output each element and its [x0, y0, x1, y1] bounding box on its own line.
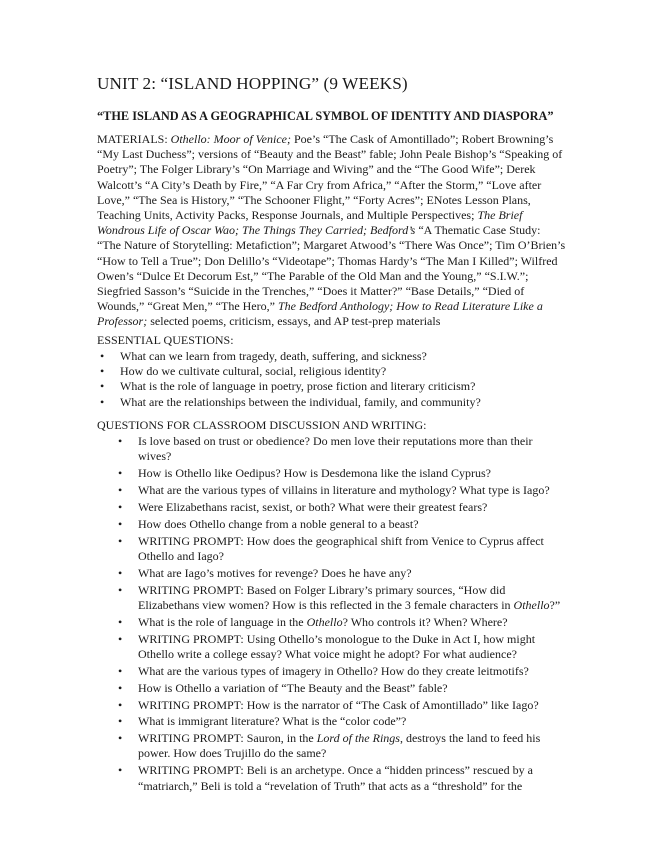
- materials-paragraph: [97, 132, 567, 330]
- list-item: • What are Iago’s motives for revenge? Does he have any?: [117, 566, 567, 581]
- list-item: • What is the role of language in poetry, prose fiction and literary criticism?: [97, 379, 567, 394]
- list-item: • How is Othello like Oedipus? How is Desdemona like the island Cyprus?: [117, 466, 567, 481]
- materials-text: Poe’s “The Cask of Amontillado”; Robert Browning’s “My Last Duchess”; versions of “Beauty and the Beast” fable; John Peale Bishop’s “Speaking of Poetry”; The Folger Library’s “On Marriage and Wiving” and the “The Good Wife”; Derek Walcott’s “A City’s Death by Fire,” “A Far Cry from Africa,” “After the Storm,” “Love after Love,” “The Sea is History,” “The Schooner Flight,” “Forty Acres”; ENotes Lesson Plans, Teaching Units, Activity Packs, Response Journals, and Multiple Perspectives;: [97, 132, 563, 223]
- item-text: ? Who controls it? When? Where?: [342, 614, 508, 629]
- list-item: • How is Othello a variation of “The Beauty and the Beast” fable?: [117, 681, 567, 696]
- essential-questions-list: [97, 349, 567, 410]
- discussion-questions-list: [117, 434, 567, 795]
- item-text-italic: Othello: [513, 597, 550, 612]
- item-text-italic: Othello: [306, 614, 343, 629]
- list-item: • How does Othello change from a noble general to a beast?: [117, 517, 567, 532]
- list-item: [117, 615, 567, 630]
- list-item: • What can we learn from tragedy, death, suffering, and sickness?: [97, 349, 567, 364]
- list-item: • Were Elizabethans racist, sexist, or both? What were their greatest fears?: [117, 500, 567, 515]
- item-text: , destroys the land to feed his power. How does Trujillo do the same?: [138, 731, 541, 761]
- list-item: • Is love based on trust or obedience? Do men love their reputations more than their wives?: [117, 434, 567, 464]
- item-text: WRITING PROMPT: Based on Folger Library’s primary sources, “How did Elizabethans view women? How is this reflected in the 3 female characters in: [138, 582, 514, 612]
- discussion-heading: QUESTIONS FOR CLASSROOM DISCUSSION AND WRITING:: [97, 418, 427, 432]
- list-item: • WRITING PROMPT: Beli is an archetype. Once a “hidden princess” rescued by a “matriarch,” Beli is told a “revelation of Truth” that acts as a “threshold” for the: [117, 763, 567, 793]
- materials-text-italic: The Brief Wondrous Life of Oscar Wao; The Things They Carried; Bedford’s: [97, 208, 523, 238]
- item-text-italic: Lord of the Rings: [316, 731, 400, 746]
- list-item: • WRITING PROMPT: Using Othello’s monologue to the Duke in Act I, how might Othello write a college essay? What voice might he adopt? For what audience?: [117, 632, 567, 662]
- materials-text-italic: The Bedford Anthology; How to Read Literature Like a Professor;: [97, 299, 543, 329]
- materials-text: selected poems, criticism, essays, and AP test-prep materials: [147, 314, 441, 329]
- unit-subtitle: “THE ISLAND AS A GEOGRAPHICAL SYMBOL OF IDENTITY AND DIASPORA”: [97, 109, 554, 123]
- list-item: • WRITING PROMPT: How is the narrator of “The Cask of Amontillado” like Iago?: [117, 698, 567, 713]
- unit-title: UNIT 2: “ISLAND HOPPING” (9 WEEKS): [97, 74, 408, 93]
- list-item: • How do we cultivate cultural, social, religious identity?: [97, 364, 567, 379]
- materials-text-italic: Othello: Moor of Venice;: [170, 132, 291, 146]
- materials-text: “A Thematic Case Study: “The Nature of Storytelling: Metafiction”; Margaret Atwood’s “There Was Once”; Tim O’Brien’s “How to Tell a True”; Don Delillo’s “Videotape”; Thomas Hardy’s “The Man I Killed”; Wilfred Owen’s “Dulce Et Decorum Est,” “The Parable of the Old Man and the Young,” “S.I.W.”; Siegfried Sasson’s “Suicide in the Trenches,” “Does it Matter?” “Base Details,” “Died of Wounds,” “Great Men,” “The Hero,”: [97, 223, 566, 314]
- list-item: • What are the relationships between the individual, family, and community?: [97, 395, 567, 410]
- item-text: ?”: [549, 597, 561, 612]
- item-text: What is the role of language in the: [138, 614, 307, 629]
- list-item: • What are the various types of imagery in Othello? How do they create leitmotifs?: [117, 664, 567, 679]
- list-item: [117, 583, 567, 613]
- essential-questions-heading: ESSENTIAL QUESTIONS:: [97, 333, 234, 347]
- materials-label: MATERIALS:: [97, 132, 168, 146]
- list-item: • What is immigrant literature? What is the “color code”?: [117, 714, 567, 729]
- list-item: [117, 731, 567, 761]
- item-text: WRITING PROMPT: Sauron, in the: [138, 731, 317, 746]
- list-item: • What are the various types of villains in literature and mythology? What type is Iago?: [117, 483, 567, 498]
- list-item: • WRITING PROMPT: How does the geographical shift from Venice to Cyprus affect Othello and Iago?: [117, 534, 567, 564]
